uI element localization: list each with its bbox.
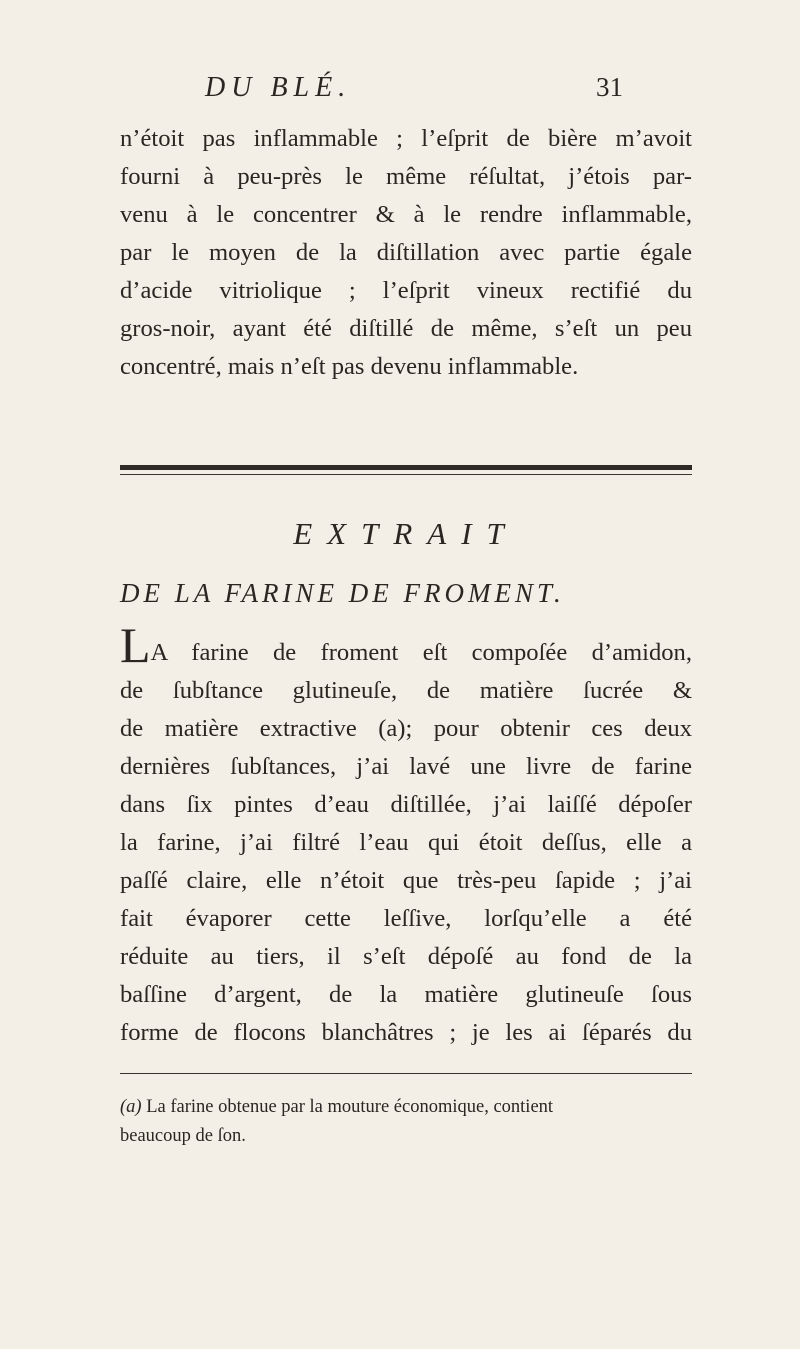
page-number: 31 [596, 72, 623, 102]
text-line: forme de flocons blanchâtres ; je les ai ſéparés du [120, 1019, 692, 1046]
text-line: fourni à peu-près le même réſultat, j’étois par- [120, 163, 692, 190]
section-subtitle: DE LA FARINE DE FROMENT. [120, 578, 565, 608]
section-rule-thin [120, 474, 692, 475]
text-line: de ſubſtance glutineuſe, de matière ſucrée & [120, 677, 692, 704]
text-line: A farine de froment eſt compoſée d’amidon, [150, 639, 692, 666]
paragraph-main [120, 617, 692, 1052]
running-head-title: DU BLÉ. [205, 72, 352, 103]
section-rule-heavy [120, 465, 692, 470]
text-line: dernières ſubſtances, j’ai lavé une livre de farine [120, 753, 692, 780]
paragraph-continuation [120, 120, 692, 386]
footnote-line [120, 1093, 692, 1122]
text-line: la farine, j’ai filtré l’eau qui étoit deſſus, elle a [120, 829, 692, 856]
text-line: de matière extractive (a); pour obtenir ces deux [120, 715, 692, 742]
text-line: dans ſix pintes d’eau diſtillée, j’ai laiſſé dépoſer [120, 791, 692, 818]
footnote-mark: (a) [120, 1097, 142, 1117]
text-line: par le moyen de la diſtillation avec partie égale [120, 239, 692, 266]
text-line: réduite au tiers, il s’eſt dépoſé au fond de la [120, 943, 692, 970]
text-line: baſſine d’argent, de la matière glutineuſe ſous [120, 981, 692, 1008]
text-line-first [120, 617, 692, 673]
drop-cap: L [120, 617, 151, 673]
text-line: n’étoit pas inflammable ; l’eſprit de bière m’avoit [120, 125, 692, 152]
section-heading: EXTRAIT [293, 516, 519, 551]
footnote-line: beaucoup de ſon. [120, 1126, 246, 1146]
footnote-rule [120, 1073, 692, 1074]
running-head [0, 72, 800, 112]
text-line: d’acide vitriolique ; l’eſprit vineux rectifié du [120, 277, 692, 304]
text-line: paſſé claire, elle n’étoit que très-peu ſapide ; j’ai [120, 867, 692, 894]
text-line: gros-noir, ayant été diſtillé de même, s’eſt un peu [120, 315, 692, 342]
footnote [120, 1093, 692, 1151]
footnote-text: La farine obtenue par la mouture économique, contient [146, 1097, 554, 1117]
text-line: fait évaporer cette leſſive, lorſqu’elle a été [120, 905, 692, 932]
text-line: venu à le concentrer & à le rendre inflammable, [120, 201, 692, 228]
text-line: concentré, mais n’eſt pas devenu inflammable. [120, 353, 579, 380]
